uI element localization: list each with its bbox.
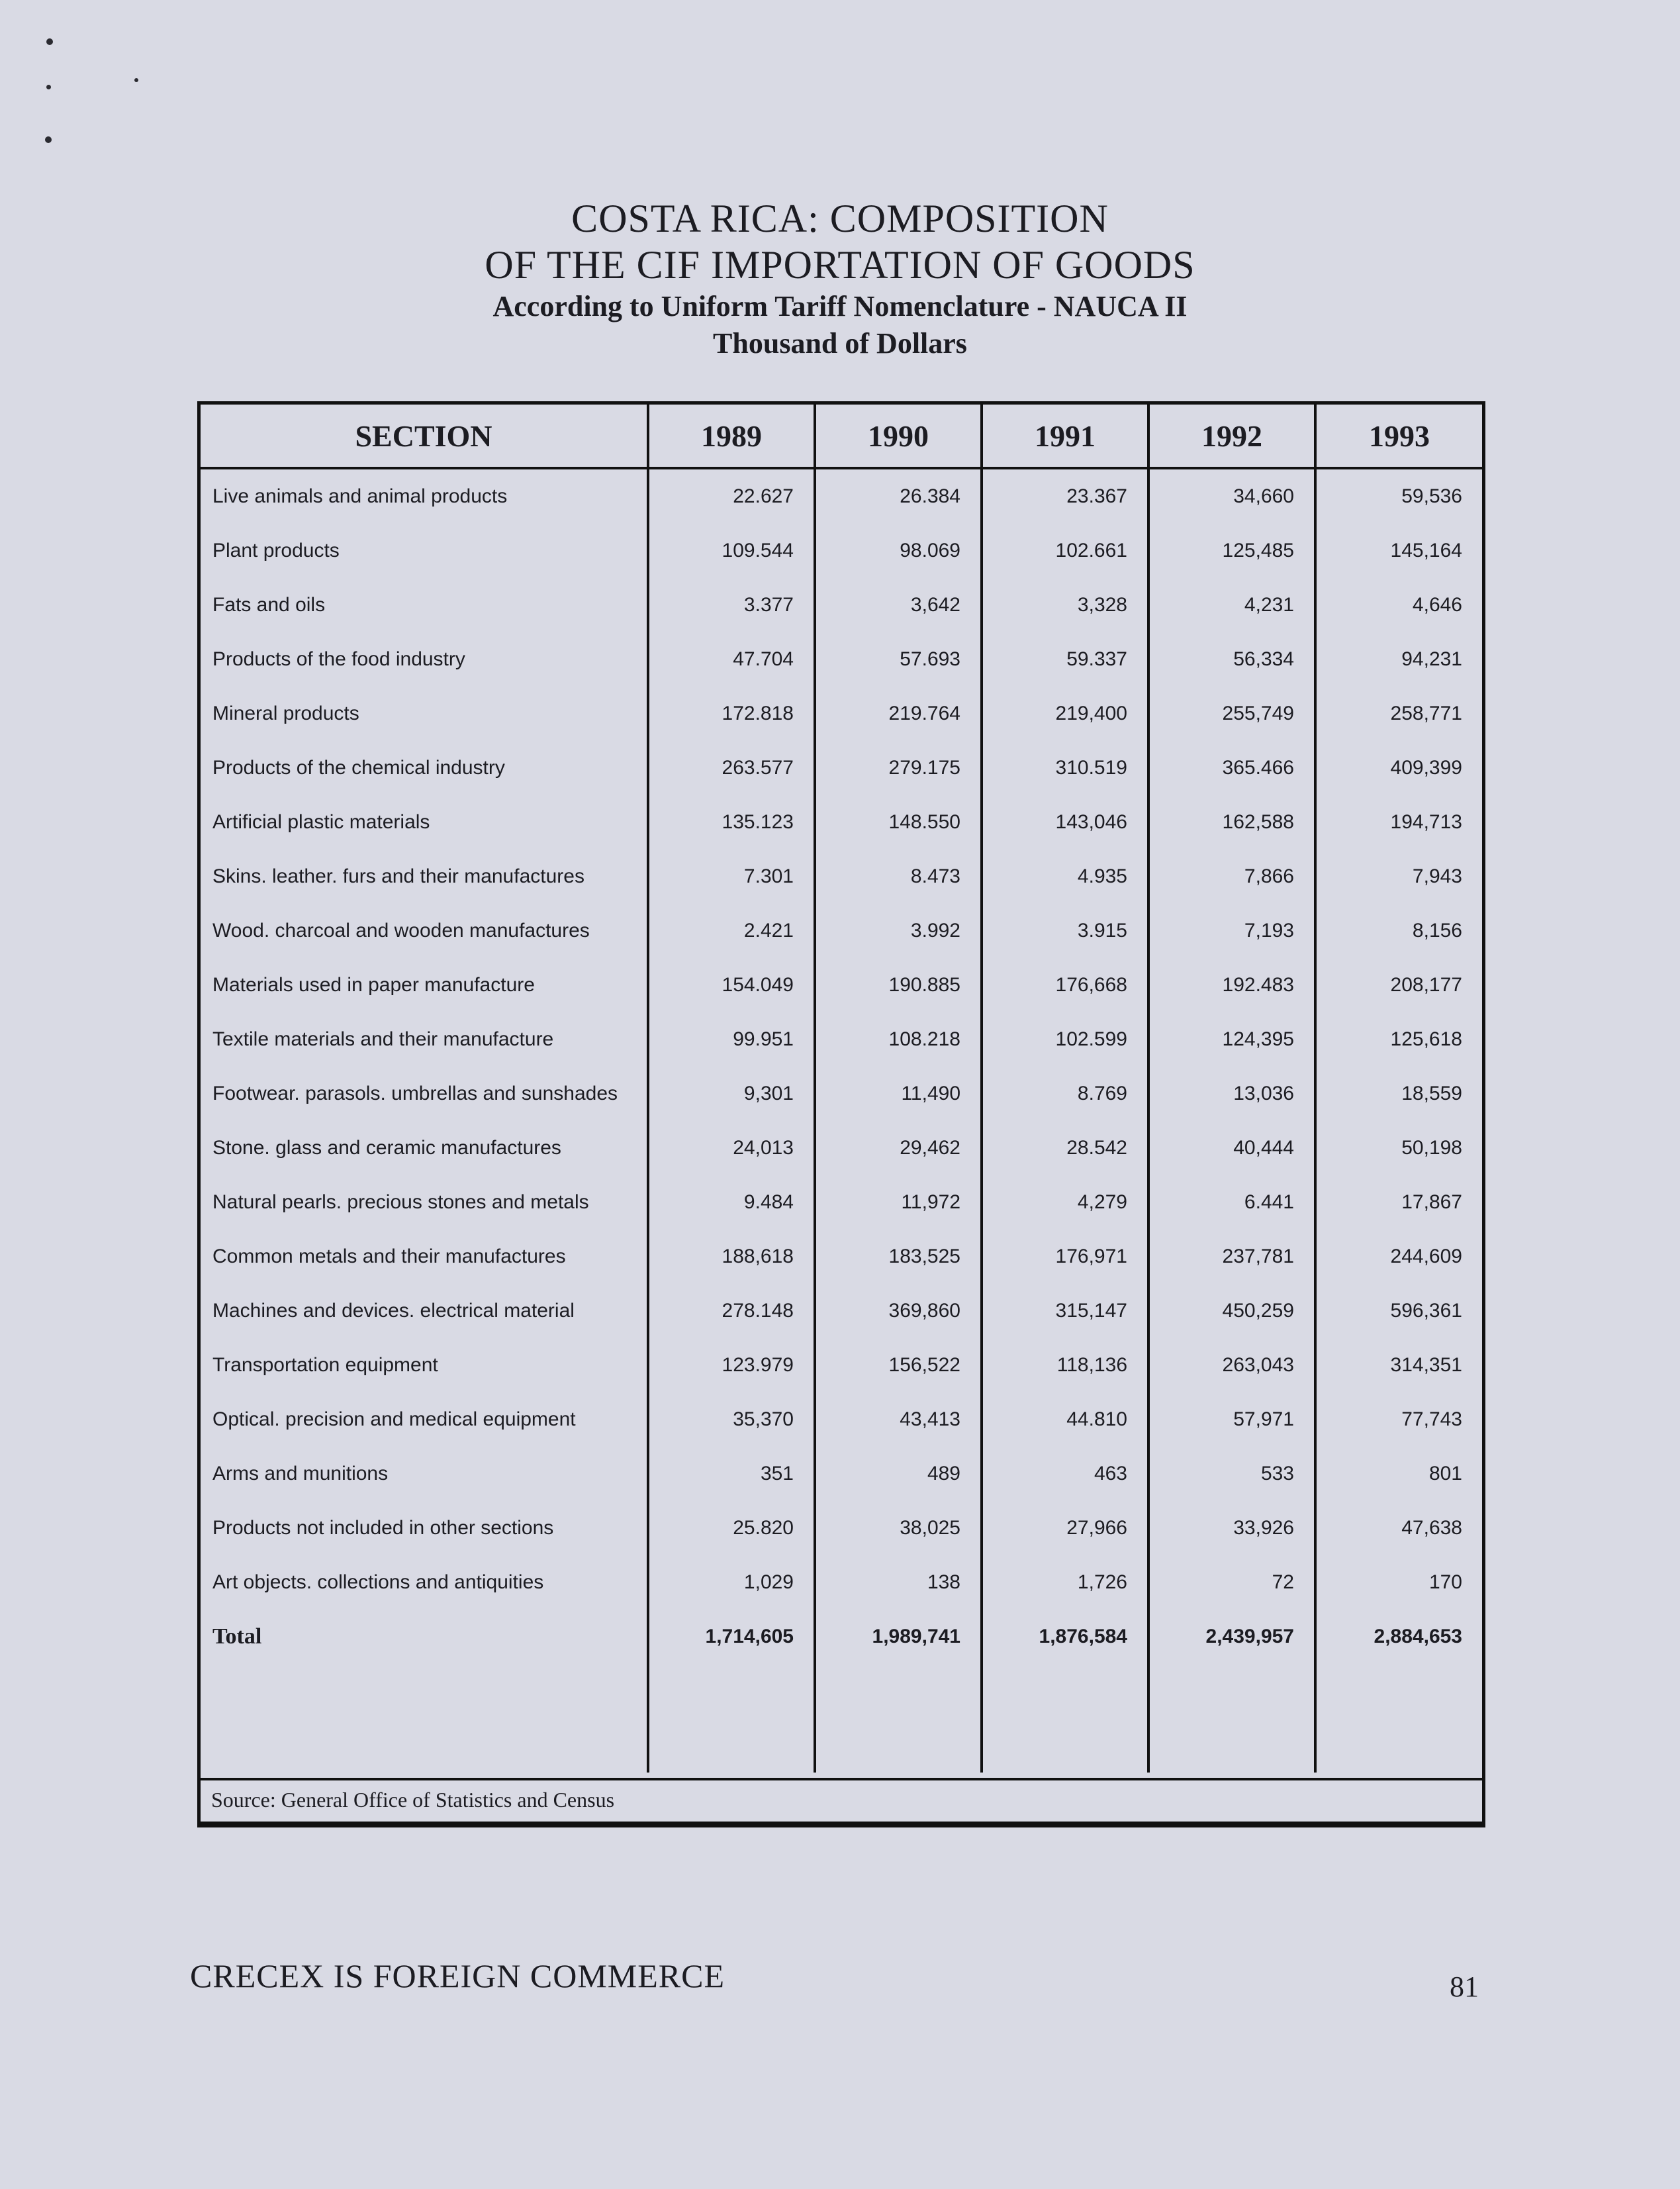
- year-value: 98.069: [815, 524, 982, 578]
- year-value: 27,966: [982, 1501, 1148, 1555]
- section-name: Products of the food industry: [212, 648, 465, 670]
- section-name: Textile materials and their manufacture: [212, 1028, 554, 1050]
- table-row: [201, 632, 1482, 687]
- blank-cell: [648, 1664, 815, 1773]
- total-value: 2,884,653: [1315, 1610, 1482, 1664]
- year-value: 4,279: [982, 1175, 1148, 1230]
- year-value: 450,259: [1148, 1284, 1315, 1338]
- year-value: 33,926: [1148, 1501, 1315, 1555]
- year-value: 1,029: [648, 1555, 815, 1610]
- section-name: Materials used in paper manufacture: [212, 974, 535, 996]
- table-row: [201, 1230, 1482, 1284]
- year-value: 8.473: [815, 850, 982, 904]
- year-value: 4,231: [1148, 578, 1315, 632]
- table-row: [201, 687, 1482, 741]
- year-value: 135.123: [648, 795, 815, 850]
- year-value: 44.810: [982, 1392, 1148, 1447]
- year-value: 143,046: [982, 795, 1148, 850]
- year-value: 118,136: [982, 1338, 1148, 1392]
- year-value: 23.367: [982, 468, 1148, 524]
- year-value: 148.550: [815, 795, 982, 850]
- total-value: 2,439,957: [1148, 1610, 1315, 1664]
- year-value: 183,525: [815, 1230, 982, 1284]
- table-row: [201, 1447, 1482, 1501]
- year-value: 533: [1148, 1447, 1315, 1501]
- total-value: 1,876,584: [982, 1610, 1148, 1664]
- year-value: 109.544: [648, 524, 815, 578]
- year-value: 28.542: [982, 1121, 1148, 1175]
- year-value: 154.049: [648, 958, 815, 1012]
- year-value: 102.599: [982, 1012, 1148, 1067]
- table-row: [201, 524, 1482, 578]
- year-value: 24,013: [648, 1121, 815, 1175]
- year-value: 4.935: [982, 850, 1148, 904]
- year-value: 72: [1148, 1555, 1315, 1610]
- year-value: 489: [815, 1447, 982, 1501]
- table-row: [201, 1175, 1482, 1230]
- header-year: 1992: [1148, 405, 1315, 468]
- year-value: 315,147: [982, 1284, 1148, 1338]
- blank-cell: [201, 1664, 648, 1773]
- table-row: [201, 795, 1482, 850]
- year-value: 279.175: [815, 741, 982, 795]
- year-value: 38,025: [815, 1501, 982, 1555]
- year-value: 176,971: [982, 1230, 1148, 1284]
- header-year: 1991: [982, 405, 1148, 468]
- year-value: 26.384: [815, 468, 982, 524]
- table-row: [201, 1012, 1482, 1067]
- section-name: Products of the chemical industry: [212, 757, 505, 779]
- year-value: 2.421: [648, 904, 815, 958]
- year-value: 108.218: [815, 1012, 982, 1067]
- year-value: 4,646: [1315, 578, 1482, 632]
- year-value: 369,860: [815, 1284, 982, 1338]
- year-value: 8,156: [1315, 904, 1482, 958]
- year-value: 57.693: [815, 632, 982, 687]
- year-value: 1,726: [982, 1555, 1148, 1610]
- header-section: SECTION: [201, 405, 648, 468]
- year-value: 255,749: [1148, 687, 1315, 741]
- year-value: 7,943: [1315, 850, 1482, 904]
- total-value: 1,989,741: [815, 1610, 982, 1664]
- margin-mark: [45, 136, 52, 143]
- year-value: 102.661: [982, 524, 1148, 578]
- year-value: 94,231: [1315, 632, 1482, 687]
- year-value: 7,193: [1148, 904, 1315, 958]
- title-line-2: OF THE CIF IMPORTATION OF GOODS: [485, 243, 1195, 287]
- year-value: 13,036: [1148, 1067, 1315, 1121]
- year-value: 125,618: [1315, 1012, 1482, 1067]
- year-value: 11,490: [815, 1067, 982, 1121]
- year-value: 29,462: [815, 1121, 982, 1175]
- header-year: 1990: [815, 405, 982, 468]
- section-name: Artificial plastic materials: [212, 811, 430, 833]
- table-row: [201, 1555, 1482, 1610]
- import-composition-table: [201, 405, 1482, 1773]
- year-value: 194,713: [1315, 795, 1482, 850]
- year-value: 59,536: [1315, 468, 1482, 524]
- section-name: Art objects. collections and antiquities: [212, 1571, 544, 1593]
- year-value: 314,351: [1315, 1338, 1482, 1392]
- year-value: 463: [982, 1447, 1148, 1501]
- year-value: 192.483: [1148, 958, 1315, 1012]
- import-table-frame: [197, 401, 1485, 1827]
- year-value: 162,588: [1148, 795, 1315, 850]
- year-value: 351: [648, 1447, 815, 1501]
- blank-cell: [815, 1664, 982, 1773]
- year-value: 125,485: [1148, 524, 1315, 578]
- table-row: [201, 1392, 1482, 1447]
- subtitle: According to Uniform Tariff Nomenclature - NAUCA II: [492, 290, 1188, 322]
- year-value: 99.951: [648, 1012, 815, 1067]
- year-value: 3,328: [982, 578, 1148, 632]
- year-value: 365.466: [1148, 741, 1315, 795]
- header-year: 1993: [1315, 405, 1482, 468]
- section-name: Transportation equipment: [212, 1354, 438, 1376]
- section-name: Fats and oils: [212, 594, 326, 616]
- year-value: 219.764: [815, 687, 982, 741]
- year-value: 22.627: [648, 468, 815, 524]
- blank-cell: [1315, 1664, 1482, 1773]
- year-value: 596,361: [1315, 1284, 1482, 1338]
- year-value: 34,660: [1148, 468, 1315, 524]
- table-row: [201, 1501, 1482, 1555]
- year-value: 18,559: [1315, 1067, 1482, 1121]
- total-value: 1,714,605: [648, 1610, 815, 1664]
- year-value: 9.484: [648, 1175, 815, 1230]
- table-row: [201, 904, 1482, 958]
- margin-mark: [134, 78, 138, 82]
- page-number: 81: [1450, 1970, 1479, 2003]
- year-value: 138: [815, 1555, 982, 1610]
- footer-publication: CRECEX IS FOREIGN COMMERCE: [190, 1957, 725, 1994]
- source-note: Source: General Office of Statistics and Census: [201, 1778, 1482, 1822]
- year-value: 3.377: [648, 578, 815, 632]
- margin-mark: [46, 85, 51, 89]
- section-name: Natural pearls. precious stones and metals: [212, 1191, 589, 1213]
- section-name: Common metals and their manufactures: [212, 1245, 566, 1267]
- blank-cell: [1148, 1664, 1315, 1773]
- year-value: 7,866: [1148, 850, 1315, 904]
- total-row: [201, 1610, 1482, 1664]
- year-value: 9,301: [648, 1067, 815, 1121]
- year-value: 170: [1315, 1555, 1482, 1610]
- section-name: Skins. leather. furs and their manufactures: [212, 865, 584, 887]
- year-value: 190.885: [815, 958, 982, 1012]
- table-row: [201, 1121, 1482, 1175]
- section-name: Arms and munitions: [212, 1463, 389, 1484]
- year-value: 176,668: [982, 958, 1148, 1012]
- year-value: 278.148: [648, 1284, 815, 1338]
- title-line-1: COSTA RICA: COMPOSITION: [571, 197, 1109, 240]
- year-value: 124,395: [1148, 1012, 1315, 1067]
- year-value: 219,400: [982, 687, 1148, 741]
- year-value: 237,781: [1148, 1230, 1315, 1284]
- year-value: 145,164: [1315, 524, 1482, 578]
- year-value: 310.519: [982, 741, 1148, 795]
- year-value: 47.704: [648, 632, 815, 687]
- header-year: 1989: [648, 405, 815, 468]
- section-name: Wood. charcoal and wooden manufactures: [212, 920, 590, 942]
- year-value: 258,771: [1315, 687, 1482, 741]
- year-value: 123.979: [648, 1338, 815, 1392]
- year-value: 25.820: [648, 1501, 815, 1555]
- year-value: 6.441: [1148, 1175, 1315, 1230]
- year-value: 244,609: [1315, 1230, 1482, 1284]
- table-row: [201, 741, 1482, 795]
- year-value: 57,971: [1148, 1392, 1315, 1447]
- title-block: [0, 195, 1680, 362]
- year-value: 3.915: [982, 904, 1148, 958]
- section-name: Stone. glass and ceramic manufactures: [212, 1137, 561, 1159]
- year-value: 35,370: [648, 1392, 815, 1447]
- year-value: 263,043: [1148, 1338, 1315, 1392]
- year-value: 263.577: [648, 741, 815, 795]
- year-value: 17,867: [1315, 1175, 1482, 1230]
- table-row: [201, 1067, 1482, 1121]
- year-value: 43,413: [815, 1392, 982, 1447]
- year-value: 50,198: [1315, 1121, 1482, 1175]
- year-value: 8.769: [982, 1067, 1148, 1121]
- year-value: 188,618: [648, 1230, 815, 1284]
- year-value: 409,399: [1315, 741, 1482, 795]
- year-value: 7.301: [648, 850, 815, 904]
- total-label: Total: [212, 1624, 262, 1649]
- year-value: 208,177: [1315, 958, 1482, 1012]
- year-value: 56,334: [1148, 632, 1315, 687]
- year-value: 77,743: [1315, 1392, 1482, 1447]
- table-row: [201, 958, 1482, 1012]
- year-value: 3,642: [815, 578, 982, 632]
- year-value: 40,444: [1148, 1121, 1315, 1175]
- unit-label: Thousand of Dollars: [713, 327, 967, 360]
- section-name: Mineral products: [212, 703, 359, 724]
- section-name: Optical. precision and medical equipment: [212, 1408, 576, 1430]
- table-row: [201, 1338, 1482, 1392]
- year-value: 47,638: [1315, 1501, 1482, 1555]
- year-value: 3.992: [815, 904, 982, 958]
- section-name: Live animals and animal products: [212, 485, 508, 507]
- year-value: 156,522: [815, 1338, 982, 1392]
- table-row: [201, 1284, 1482, 1338]
- section-name: Products not included in other sections: [212, 1517, 554, 1539]
- blank-cell: [982, 1664, 1148, 1773]
- year-value: 801: [1315, 1447, 1482, 1501]
- table-row: [201, 578, 1482, 632]
- year-value: 172.818: [648, 687, 815, 741]
- section-name: Plant products: [212, 540, 340, 561]
- year-value: 11,972: [815, 1175, 982, 1230]
- table-row: [201, 850, 1482, 904]
- table-row: [201, 468, 1482, 524]
- blank-row: [201, 1664, 1482, 1773]
- header-row: [201, 405, 1482, 468]
- year-value: 59.337: [982, 632, 1148, 687]
- section-name: Machines and devices. electrical material: [212, 1300, 575, 1322]
- margin-mark: [46, 38, 53, 45]
- section-name: Footwear. parasols. umbrellas and sunshades: [212, 1083, 618, 1104]
